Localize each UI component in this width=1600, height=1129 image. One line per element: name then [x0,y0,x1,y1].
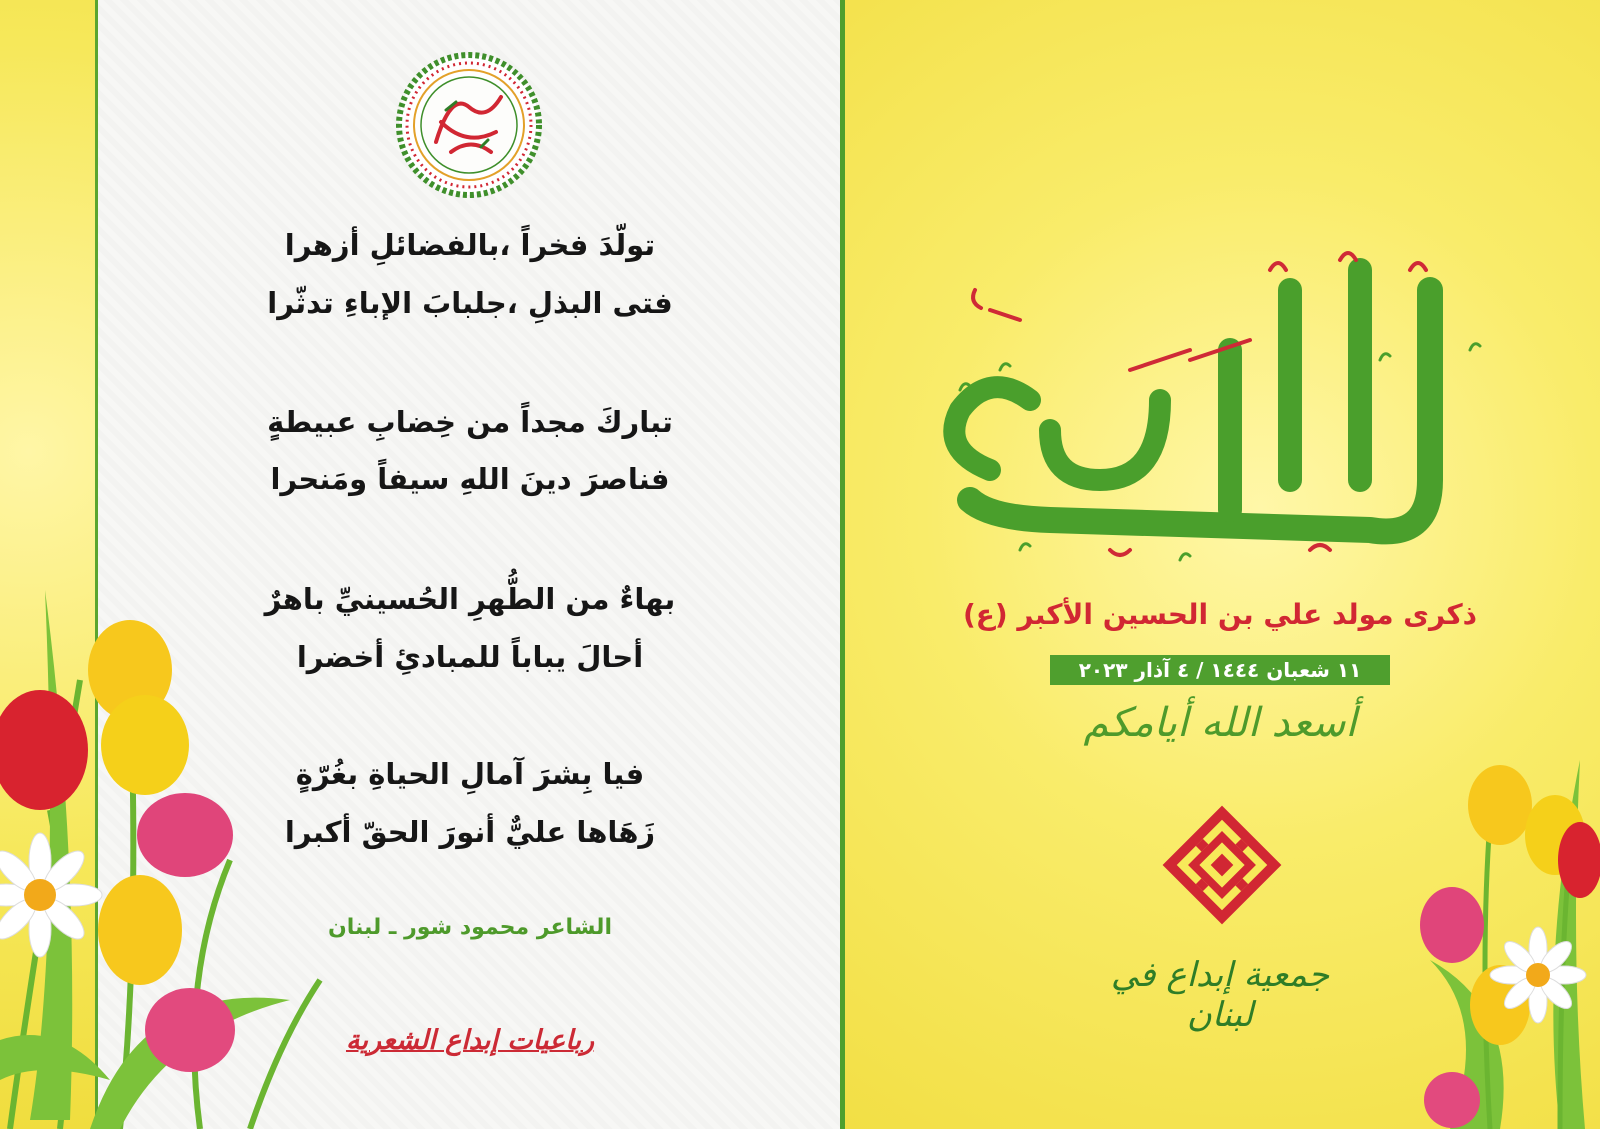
poem-stanza2-line2: فناصرَ دينَ اللهِ سيفاً ومَنحرا [270,462,670,496]
poem-stanza3-line2: أحالَ يباباً للمبادئِ أخضرا [296,640,644,674]
title-calligraphy [930,250,1510,580]
organization-signature: جمعية إبداع في لبنان [1110,955,1330,1035]
title-text: الجمال النبوي [1217,570,1223,571]
poem-stanza3-line1: بهاءٌ من الطُّهرِ الحُسينيِّ باهرٌ [264,582,676,616]
tulip-daisy-bouquet-icon [1410,760,1600,1129]
poem-stanza4-line2: زَهَاها عليٌّ أنورَ الحقّ أكبرا [284,815,656,849]
poem-stanza1-line2: فتى البذلِ ،جلبابَ الإباءِ تدثّرا [267,286,673,320]
subtitle: ذكرى مولد علي بن الحسين الأكبر (ع) [962,598,1478,631]
poem-stanza1-line1: تولّدَ فخراً ،بالفضائلِ أزهرا [284,228,656,262]
poem-stanza4-line1: فيا بِشرَ آمالِ الحياةِ بغُرّةٍ [295,757,645,791]
calligraphy-seal-icon [396,52,542,198]
poet-credit: الشاعر محمود شور ـ لبنان [328,915,612,940]
poem-stanza2-line1: تباركَ مجداً من خِضابِ عبيطةٍ [267,405,673,439]
tulip-daisy-bouquet-icon [0,560,330,1129]
series-title: رباعيات إبداع الشعرية [345,1025,594,1056]
panel-right-border [840,0,845,1129]
date-banner: ١١ شعبان ١٤٤٤ / ٤ آذار ٢٠٢٣ [1050,655,1390,685]
blessing-text: أسعد الله أيامكم [1083,700,1357,746]
kufic-emblem-icon [1162,805,1282,925]
